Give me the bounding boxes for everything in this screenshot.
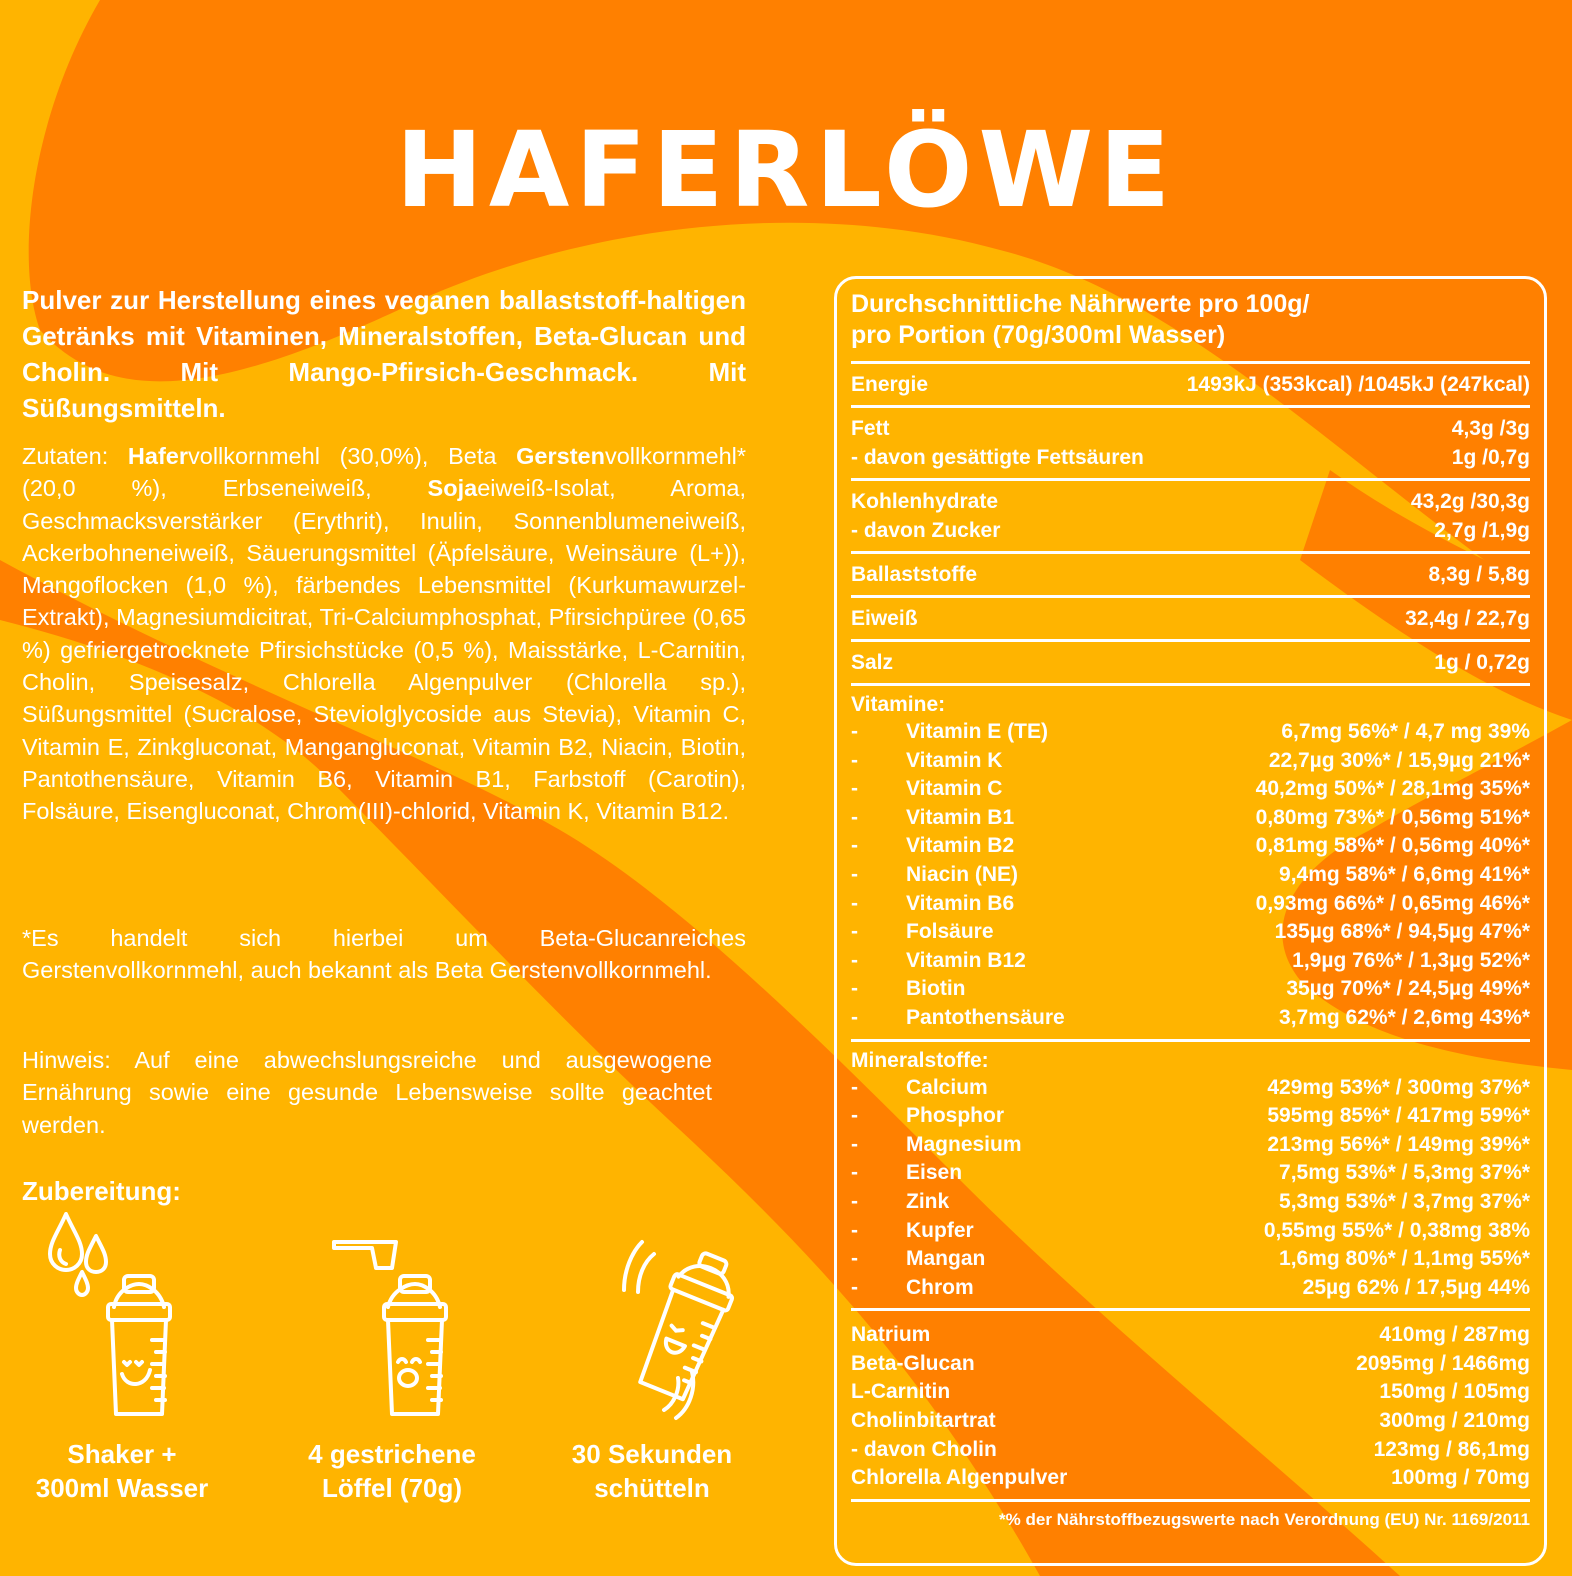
nutrient-row <box>851 1378 1530 1407</box>
nutrient-name: Pantothensäure <box>906 1005 1065 1029</box>
nutrient-value: 25µg 62% / 17,5µg 44% <box>1302 1275 1530 1299</box>
nutrient-value: 123mg / 86,1mg <box>1373 1437 1530 1461</box>
bullet-dash: - <box>851 948 858 972</box>
nutrient-name: Vitamin E (TE) <box>906 720 1048 743</box>
vitamins-title: Vitamine: <box>851 693 946 716</box>
bullet-dash: - <box>851 977 858 1001</box>
brand-title: HAFERLÖWE <box>395 109 1177 231</box>
nutrient-name: Niacin (NE) <box>906 862 1019 886</box>
carb-group <box>851 481 1530 551</box>
nutrient-value: 9,4mg 58%* / 6,6mg 41%* <box>1279 862 1530 886</box>
nutrient-row <box>851 1004 1530 1033</box>
nutrient-row <box>851 804 1530 833</box>
nutrient-row <box>851 861 1530 890</box>
vitamins-group <box>851 686 1530 1039</box>
energy-group <box>851 364 1530 405</box>
nutrient-name: Phosphor <box>906 1104 1004 1128</box>
nutrient-name: Vitamin C <box>906 777 1003 801</box>
ingredients-label: Zutaten: <box>22 443 128 469</box>
nutrient-value: 0,93mg 66%* / 0,65mg 46%* <box>1255 891 1530 915</box>
nutrient-name: Kupfer <box>906 1218 974 1242</box>
nutrient-name: Folsäure <box>906 920 994 944</box>
step-3-label: 30 Sekunden schütteln <box>571 1439 733 1503</box>
ingredients-list <box>22 440 746 828</box>
nutrition-facts-panel <box>834 276 1547 1566</box>
row-fett: Fett 4,3g /3g <box>851 417 1530 440</box>
nutrient-name: Vitamin B2 <box>906 834 1015 858</box>
nutrient-row <box>851 1464 1530 1493</box>
row-ballaststoffe: Ballaststoffe 8,3g / 5,8g <box>851 563 1530 586</box>
fat-group <box>851 408 1530 478</box>
nutrient-row <box>851 1321 1530 1350</box>
bullet-dash: - <box>851 862 858 886</box>
row-kohlenhydrate: Kohlenhydrate 43,2g /30,3g <box>851 490 1530 513</box>
salt-group <box>851 642 1530 683</box>
ingredient-text: vollkornmehl (30,0%), Beta <box>188 443 517 469</box>
nutrient-value: 0,81mg 58%* / 0,56mg 40%* <box>1255 834 1530 858</box>
nutrient-row <box>851 1407 1530 1436</box>
nutrient-name: Biotin <box>906 977 966 1001</box>
nutrient-row <box>851 718 1530 747</box>
nutrient-row <box>851 1074 1530 1103</box>
nutrient-row <box>851 1188 1530 1217</box>
nutrient-value: 22,7µg 30%* / 15,9µg 21%* <box>1268 748 1530 772</box>
nutrient-row <box>851 775 1530 804</box>
reference-footnote: *% der Nährstoffbezugswerte nach Verordnung (EU) Nr. 1169/2011 <box>999 1509 1530 1529</box>
nutrient-row <box>851 832 1530 861</box>
row-eiweiss: Eiweiß 32,4g / 22,7g <box>851 607 1530 630</box>
bullet-dash: - <box>851 1189 858 1213</box>
nutrient-value: 40,2mg 50%* / 28,1mg 35%* <box>1255 777 1530 801</box>
row-zucker: - davon Zucker 2,7g /1,9g <box>851 519 1530 542</box>
nutrient-row <box>851 1245 1530 1274</box>
bullet-dash: - <box>851 1075 858 1099</box>
shaker-water-icon <box>42 1212 202 1427</box>
protein-group <box>851 598 1530 639</box>
step-2-label: 4 gestrichene Löffel (70g) <box>308 1439 476 1503</box>
fiber-group <box>851 554 1530 595</box>
shaker-scoop-icon <box>312 1212 472 1427</box>
nutrient-name: Calcium <box>906 1075 988 1099</box>
nutrient-name: Eisen <box>906 1161 963 1185</box>
nutrient-value: 35µg 70%* / 24,5µg 49%* <box>1286 977 1530 1001</box>
other-nutrients-list <box>851 1321 1530 1493</box>
bullet-dash: - <box>851 1104 858 1128</box>
ingredient-allergen: Soja <box>427 475 478 502</box>
nutrient-value: 213mg 56%* / 149mg 39%* <box>1267 1132 1530 1156</box>
bullet-dash: - <box>851 920 858 944</box>
nutrition-title: Durchschnittliche Nährwerte pro 100g/ pro Portion (70g/300ml Wasser) <box>851 290 1310 349</box>
other-nutrients-group <box>851 1311 1530 1499</box>
nutrient-row <box>851 890 1530 919</box>
nutrient-value: 5,3mg 53%* / 3,7mg 37%* <box>1279 1189 1530 1213</box>
nutrient-row <box>851 975 1530 1004</box>
minerals-title: Mineralstoffe: <box>851 1048 989 1072</box>
step-1-label: Shaker + 300ml Wasser <box>35 1439 209 1503</box>
row-salz: Salz 1g / 0,72g <box>851 651 1530 674</box>
nutrient-value: 7,5mg 53%* / 5,3mg 37%* <box>1279 1161 1530 1185</box>
nutrient-value: 0,80mg 73%* / 0,56mg 51%* <box>1255 805 1530 829</box>
nutrient-name: Vitamin B12 <box>906 948 1026 972</box>
row-gesaettigte-fettsaeuren: - davon gesättigte Fettsäuren 1g /0,7g <box>851 446 1530 469</box>
minerals-list <box>851 1074 1530 1303</box>
nutrient-name: Vitamin B6 <box>906 891 1015 915</box>
row-energie: Energie 1493kJ (353kcal) /1045kJ (247kcal) <box>851 373 1530 396</box>
nutrient-value: 150mg / 105mg <box>1379 1380 1530 1404</box>
nutrient-value: 100mg / 70mg <box>1391 1466 1530 1490</box>
nutrient-row <box>851 918 1530 947</box>
bullet-dash: - <box>851 1161 858 1185</box>
bullet-dash: - <box>851 805 858 829</box>
nutrient-value: 595mg 85%* / 417mg 59%* <box>1267 1104 1530 1128</box>
nutrient-name: Mangan <box>906 1247 986 1271</box>
preparation-step-1 <box>2 1212 242 1505</box>
ingredient-text: vollkornmehl* (20,0 %), Erbseneiweiß, <box>22 443 747 502</box>
nutrient-name: L-Carnitin <box>851 1380 951 1404</box>
vitamins-list <box>851 718 1530 1033</box>
nutrient-value: 135µg 68%* / 94,5µg 47%* <box>1274 920 1530 944</box>
bullet-dash: - <box>851 777 858 801</box>
nutrient-value: 300mg / 210mg <box>1379 1409 1530 1433</box>
nutrient-name: Vitamin K <box>906 748 1003 772</box>
nutrient-name: Cholinbitartrat <box>851 1409 996 1433</box>
nutrient-row <box>851 1436 1530 1465</box>
bullet-dash: - <box>851 1247 858 1271</box>
nutrient-name: Beta-Glucan <box>851 1351 975 1375</box>
nutrient-row <box>851 1350 1530 1379</box>
preparation-step-3 <box>532 1212 772 1505</box>
minerals-group <box>851 1042 1530 1309</box>
bullet-dash: - <box>851 1005 858 1029</box>
bullet-dash: - <box>851 1275 858 1299</box>
ingredient-text: eiweiß-Isolat, Aroma, Geschmacksverstärker (Erythrit), Inulin, Sonnenblumeneiweiß, Ackerbohneneiweiß, Säuerungsmittel (Äpfelsäure, Weinsäure (L+)), Mangoflocken (1,0 %), färbendes Lebensmittel (Kurkumawurzel-Extrakt), Magnesiumdicitrat, Tri-Calciumphosphat, Pfirsichpüree (0,65 %) gefriergetrocknete Pfirsichstücke (0,5 %), Maisstärke, L-Carnitin, Cholin, Speisesalz, Chlorella Algenpulver (Chlorella sp.), Süßungsmittel (Sucralose, Steviolglycoside aus Stevia), Vitamin C, Vitamin E, Zinkgluconat, Mangangluconat, Vitamin B2, Niacin, Biotin, Pantothensäure, Vitamin B6, Vitamin B1, Farbstoff (Carotin), Folsäure, Eisengluconat, Chrom(III)-chlorid, Vitamin K, Vitamin B12. <box>22 475 747 825</box>
nutrient-name: Magnesium <box>906 1132 1022 1156</box>
nutrient-name: Vitamin B1 <box>906 805 1015 829</box>
bullet-dash: - <box>851 748 858 772</box>
product-description: Pulver zur Herstellung eines veganen ballaststoff-haltigen Getränks mit Vitaminen, Mineralstoffen, Beta-Glucan und Cholin. Mit Mango-Pfirsich-Geschmack. Mit Süßungsmitteln. <box>22 285 746 423</box>
nutrient-value: 0,55mg 55%* / 0,38mg 38% <box>1263 1218 1530 1242</box>
nutrient-row <box>851 1131 1530 1160</box>
bullet-dash: - <box>851 720 858 743</box>
bullet-dash: - <box>851 834 858 858</box>
nutrient-row <box>851 747 1530 776</box>
nutrient-value: 3,7mg 62%* / 2,6mg 43%* <box>1279 1005 1530 1029</box>
diet-hint: Hinweis: Auf eine abwechslungsreiche und ausgewogene Ernährung sowie eine gesunde Lebensweise sollte geachtet werden. <box>22 1047 712 1138</box>
ingredient-allergen: Hafer <box>127 443 188 469</box>
nutrient-value: 410mg / 287mg <box>1379 1323 1530 1347</box>
nutrient-row <box>851 1217 1530 1246</box>
barley-footnote: *Es handelt sich hierbei um Beta-Glucanreiches Gerstenvollkornmehl, auch bekannt als Beta Gerstenvollkornmehl. <box>22 925 746 984</box>
nutrient-value: 1,6mg 80%* / 1,1mg 55%* <box>1279 1247 1530 1271</box>
preparation-step-2 <box>272 1212 512 1505</box>
nutrient-row <box>851 1159 1530 1188</box>
bullet-dash: - <box>851 1218 858 1242</box>
nutrient-row <box>851 1274 1530 1303</box>
nutrient-name: Natrium <box>851 1323 931 1347</box>
nutrient-name: Zink <box>906 1189 950 1213</box>
nutrient-value: 1,9µg 76%* / 1,3µg 52%* <box>1292 948 1530 972</box>
ingredient-allergen: Gersten <box>516 443 605 469</box>
nutrient-row <box>851 947 1530 976</box>
nutrient-name: Chrom <box>906 1275 974 1299</box>
shaker-shake-icon <box>562 1212 742 1427</box>
bullet-dash: - <box>851 1132 858 1156</box>
nutrient-row <box>851 1102 1530 1131</box>
nutrient-value: 429mg 53%* / 300mg 37%* <box>1267 1075 1530 1099</box>
bullet-dash: - <box>851 891 858 915</box>
nutrient-name: - davon Cholin <box>851 1437 997 1461</box>
nutrient-value: 6,7mg 56%* / 4,7 mg 39% <box>1281 720 1530 743</box>
nutrient-name: Chlorella Algenpulver <box>851 1466 1068 1490</box>
nutrient-value: 2095mg / 1466mg <box>1356 1351 1530 1375</box>
preparation-title: Zubereitung: <box>22 1176 181 1206</box>
